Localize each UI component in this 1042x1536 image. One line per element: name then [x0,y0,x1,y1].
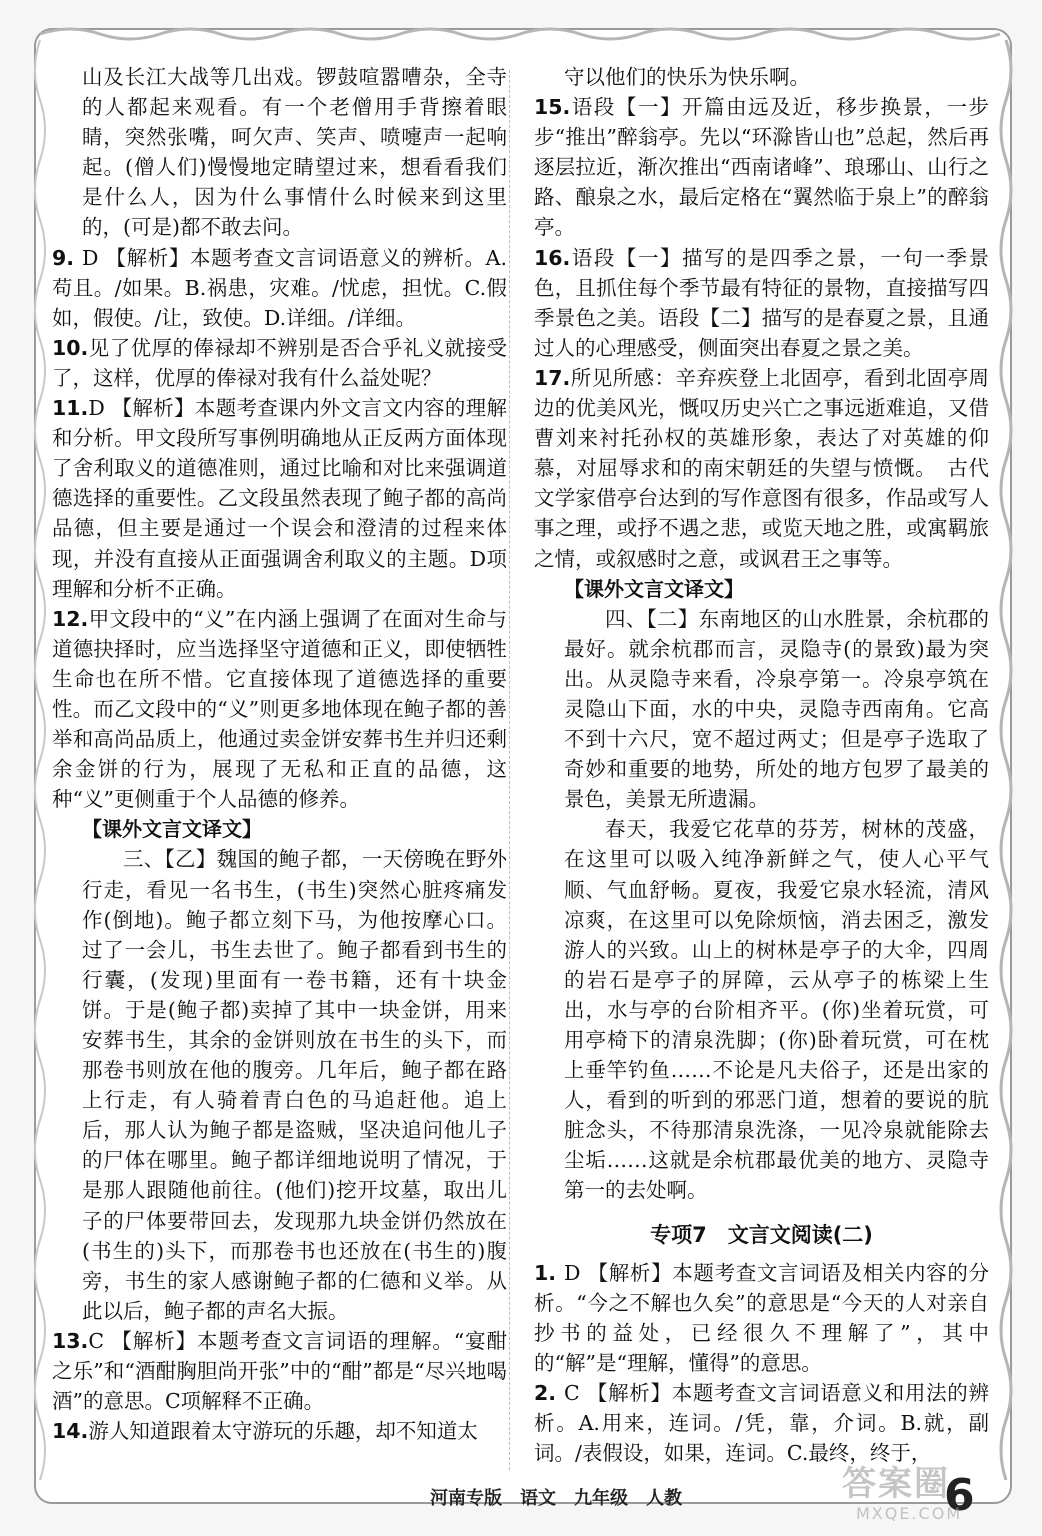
answer-number: 11. [52,396,89,421]
translation-text: 三、【乙】魏国的鲍子都，一天傍晚在野外行走，看见一名书生，(书生)突然心脏疼痛发作(倒地)。鲍子都立刻下马，为他按摩心口。过了一会儿，书生去世了。鲍子都看到书生的行囊，(发现)里面有一卷书籍，还有十块金饼。于是(鲍子都)卖掉了其中一块金饼，用来安葬书生，其余的金饼则放在书生的头下，而那卷书则放在他的腹旁。几年后，鲍子都在路上行走，有人骑着青白色的马追赶他。追上后，那人认为鲍子都是盗贼，坚决追问他儿子的尸体在哪里。鲍子都详细地说明了情况，于是那人跟随他前往。(他们)挖开坟墓，取出儿子的尸体要带回去，发现那九块金饼仍然放在(书生的)头下，而那卷书也还放在(书生的)腹旁，书生的家人感谢鲍子都的仁德和义举。从此以后，鲍子都的声名大振。 [82,847,507,1323]
answer-16 [534,243,989,363]
answer-number: 1. [534,1260,557,1285]
answer-number: 2. [534,1381,557,1406]
watermark-url: MXQE.COM [856,1504,963,1523]
section-answer-1 [534,1258,989,1378]
answer-text: D 【解析】本题考查课内外文言文内容的理解和分析。甲文段所写事例明确地从正反两方面体现了舍利取义的道德准则，通过比喻和对比来强调道德选择的重要性。乙文段虽然表现了鲍子都的高尚品德，但主要是通过一个误会和澄清的过程来体现，并没有直接从正面强调舍利取义的主题。D项理解和分析不正确。 [52,396,507,601]
answer-14 [52,1416,507,1446]
q14-continuation: 守以他们的快乐为快乐啊。 [564,65,810,89]
answer-number: 12. [52,606,89,631]
answer-number: 10. [52,335,89,360]
answer-text: 语段【一】开篇由远及近，移步换景，一步步“推出”醉翁亭。先以“环滁皆山也”总起，然后再逐层拉近，渐次推出“西南诸峰”、琅琊山、山行之路、酿泉之水，最后定格在“翼然临于泉上”的醉翁亭。 [534,95,989,240]
answer-number: 14. [52,1419,89,1444]
footer-info: 河南专版 语文 九年级 人教 [430,1488,682,1509]
answer-number: 16. [534,245,571,270]
translation-paragraph: 四、【二】东南地区的山水胜景，余杭郡的最好。就余杭郡而言，灵隐寺(的景致)最为突出。从灵隐寺来看，冷泉亭第一。冷泉亭筑在灵隐山下面，水的中央，灵隐寺西南角。它高不到十六尺，宽不超过两丈；但是亭子选取了奇妙和重要的地势，所处的地方包罗了最美的景色，美景无所遗漏。 [564,606,989,812]
answer-text: 所见所感：辛弃疾登上北固亭，看到北固亭周边的优美风光，慨叹历史兴亡之事远逝难追，又借曹刘来衬托孙权的英雄形象，表达了对英雄的仰慕，对屈辱求和的南宋朝廷的失望与愤慨。 古代文学家借亭台达到的写作意图有很多，作品或写人事之理，或抒不遇之悲，或览天地之胜，或寓羁旅之情，或叙感时之意，或讽君王之事等。 [534,365,989,571]
translation-paragraph: 春天，我爱它花草的芬芳，树林的茂盛，在这里可以吸入纯净新鲜之气，使人心平气顺、气血舒畅。夏夜，我爱它泉水轻流，清风凉爽，在这里可以免除烦恼，消去困乏，激发游人的兴致。山上的树林是亭子的大伞，四周的岩石是亭子的屏障，云从亭子的栋梁上生出，水与亭的台阶相齐平。(你)坐着玩赏，可用亭椅下的清泉洗脚；(你)卧着玩赏，可在枕上垂竿钓鱼……不论是凡夫俗子，还是出家的人，看到的听到的邪恶门道，想着的要说的肮脏念头，不待那清泉洗涤，一见冷泉就能除去尘垢……这就是余杭郡最优美的地方、灵隐寺第一的去处啊。 [564,817,989,1203]
left-column [52,62,507,1446]
answer-number: 9. [52,245,75,270]
right-column [534,62,989,1468]
translation-header: 【课外文言文译文】 [82,817,262,842]
answer-17 [534,363,989,574]
q8-continuation: 山及长江大战等几出戏。锣鼓喧嚣嘈杂，全寺的人都起来观看。有一个老僧用手背擦着眼睛，突然张嘴，呵欠声、笑声、喷嚏声一起响起。(僧人们)慢慢地定睛望过来，想看看我们是什么人，因为什么事情什么时候来到这里的，(可是)都不敢去问。 [82,65,507,240]
answer-number: 17. [534,365,571,390]
section-title: 专项7 文言文阅读(二) [650,1222,873,1247]
answer-13 [52,1326,507,1416]
answer-text: 见了优厚的俸禄却不辨别是否合乎礼义就接受了，这样，优厚的俸禄对我有什么益处呢？ [52,335,507,390]
answer-12 [52,604,507,815]
answer-text: D 【解析】本题考查文言词语意义的辨析。A.苟且。/如果。B.祸患，灾难。/忧虑，担忧。C.假如，假使。/让，致使。D.详细。/详细。 [52,245,507,330]
answer-10 [52,333,507,393]
answer-text: 语段【一】描写的是四季之景，一句一季景色，且抓住每个季节最有特征的景物，直接描写四季景色之美。语段【二】描写的是春夏之景，且通过人的心理感受，侧面突出春夏之景之美。 [534,245,989,360]
answer-9 [52,243,507,333]
answer-number: 13. [52,1328,89,1353]
answer-text: 甲文段中的“义”在内涵上强调了在面对生命与道德抉择时，应当选择坚守道德和正义，即使牺牲生命也在所不惜。它直接体现了道德选择的重要性。而乙文段中的“义”则更多地体现在鲍子都的善举和高尚品质上，他通过卖金饼安葬书生并归还剩余金饼的行为，展现了无私和正直的品德，这种“义”更侧重于个人品德的修养。 [52,606,507,812]
page-number: 6 [944,1470,975,1521]
answer-15 [534,92,989,242]
answer-11 [52,393,507,604]
answer-text: 游人知道跟着太守游玩的乐趣，却不知道太 [88,1419,478,1444]
answer-text: C 【解析】本题考查文言词语的理解。“宴酣之乐”和“酒酣胸胆尚开张”中的“酣”都是“尽兴地喝酒”的意思。C项解释不正确。 [52,1328,507,1414]
answer-number: 15. [534,95,571,120]
watermark-logo [836,1456,1026,1532]
answer-text: C 【解析】本题考查文言词语意义和用法的辨析。A.用来，连词。/凭，靠，介词。B.就，副词。/表假设，如果，连词。C.最终，终于， [534,1381,989,1466]
watermark-text: 答案圈 [842,1464,950,1504]
column-divider [509,70,510,1470]
answer-text: D 【解析】本题考查文言词语及相关内容的分析。“今之不解也久矣”的意思是“今天的人对亲自抄书的益处，已经很久不理解了”，其中的“解”是“理解，懂得”的意思。 [534,1260,989,1375]
translation-header: 【课外文言文译文】 [564,576,744,601]
section-answer-2 [534,1378,989,1468]
